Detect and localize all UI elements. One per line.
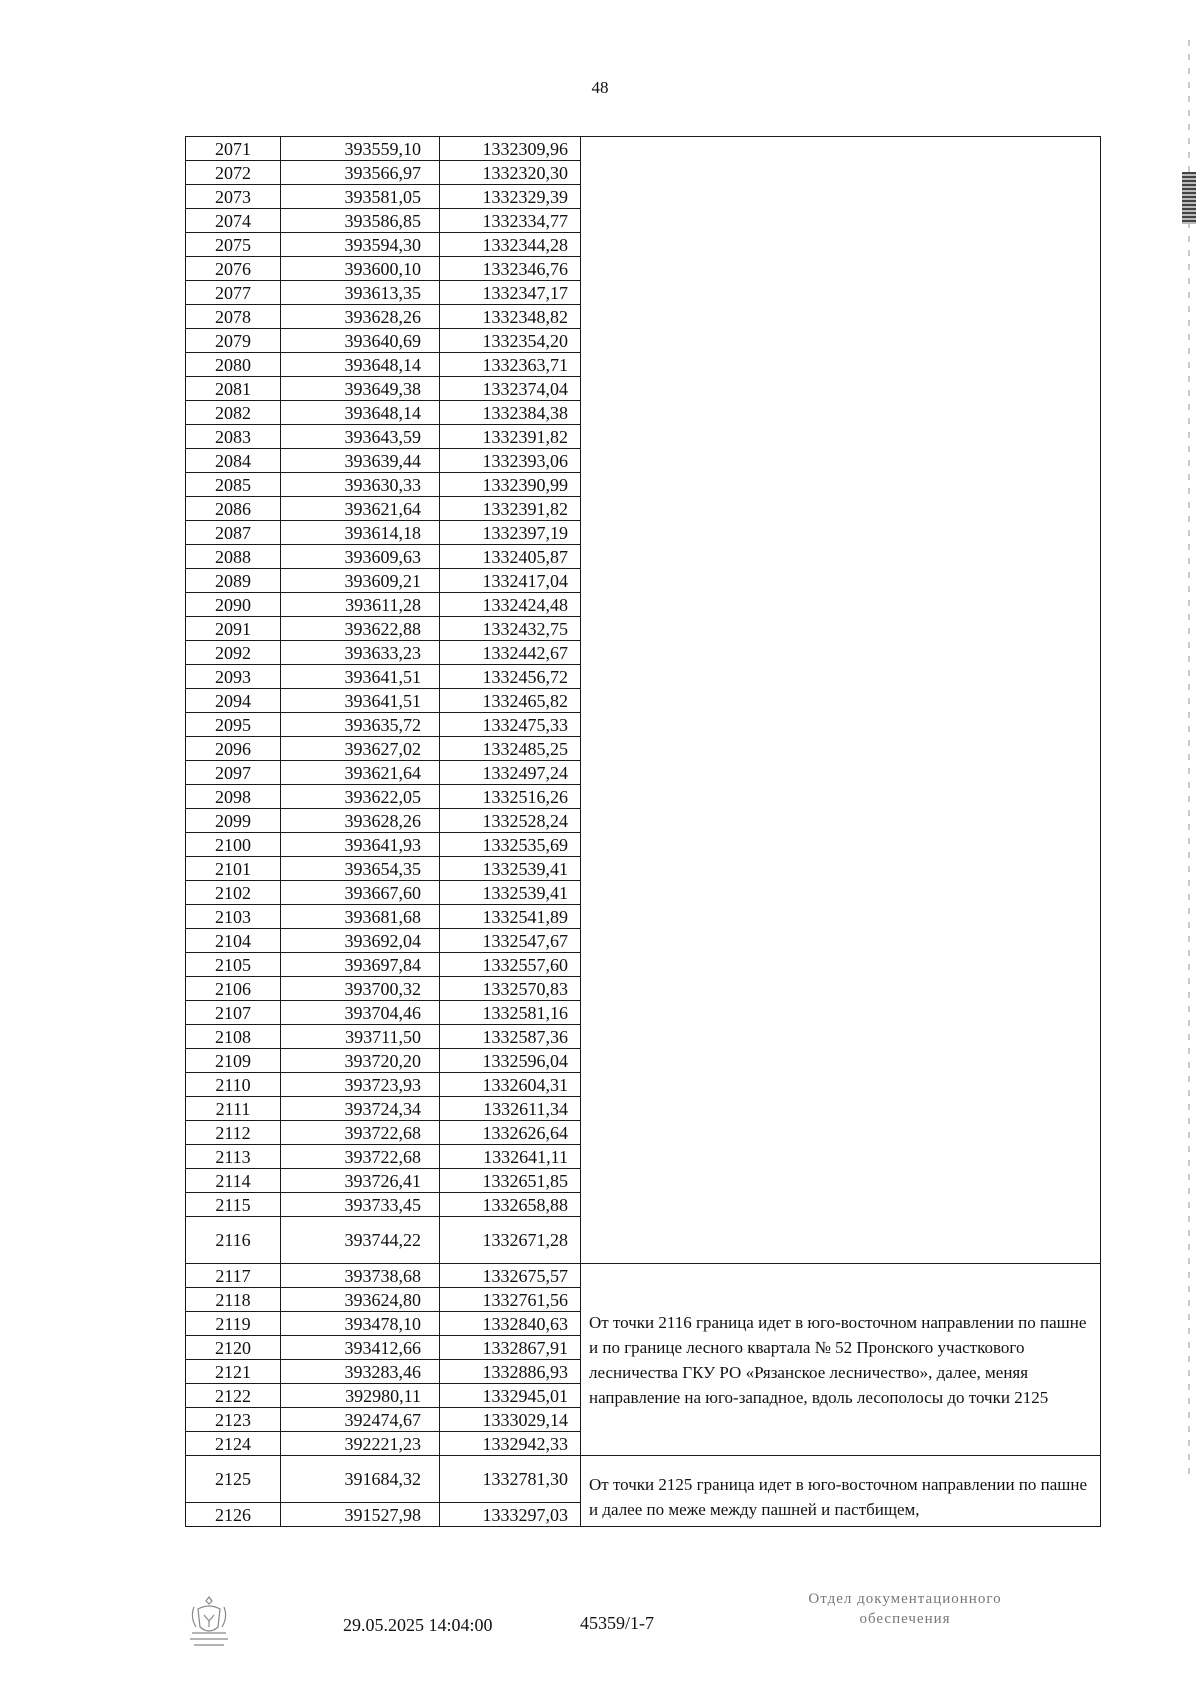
point-number-cell: 2092 <box>186 641 281 665</box>
point-number-cell: 2083 <box>186 425 281 449</box>
y-coordinate-cell: 1332344,28 <box>440 233 581 257</box>
point-number-cell: 2122 <box>186 1384 281 1408</box>
y-coordinate-cell: 1332465,82 <box>440 689 581 713</box>
y-coordinate-cell: 1332363,71 <box>440 353 581 377</box>
stamp-line-1: Отдел документационного <box>808 1591 1002 1607</box>
point-number-cell: 2099 <box>186 809 281 833</box>
point-number-cell: 2113 <box>186 1145 281 1169</box>
point-number-cell: 2114 <box>186 1169 281 1193</box>
point-number-cell: 2082 <box>186 401 281 425</box>
x-coordinate-cell: 393609,21 <box>281 569 440 593</box>
y-coordinate-cell: 1332354,20 <box>440 329 581 353</box>
point-number-cell: 2116 <box>186 1217 281 1264</box>
x-coordinate-cell: 393621,64 <box>281 761 440 785</box>
y-coordinate-cell: 1332432,75 <box>440 617 581 641</box>
x-coordinate-cell: 393692,04 <box>281 929 440 953</box>
scan-edge-artifact <box>1188 40 1190 1480</box>
x-coordinate-cell: 393621,64 <box>281 497 440 521</box>
y-coordinate-cell: 1332596,04 <box>440 1049 581 1073</box>
y-coordinate-cell: 1332611,34 <box>440 1097 581 1121</box>
point-number-cell: 2084 <box>186 449 281 473</box>
department-stamp <box>760 1589 1050 1629</box>
x-coordinate-cell: 391684,32 <box>281 1456 440 1503</box>
x-coordinate-cell: 393681,68 <box>281 905 440 929</box>
y-coordinate-cell: 1332391,82 <box>440 425 581 449</box>
y-coordinate-cell: 1332671,28 <box>440 1217 581 1264</box>
y-coordinate-cell: 1333297,03 <box>440 1503 581 1527</box>
point-number-cell: 2117 <box>186 1264 281 1288</box>
x-coordinate-cell: 393641,93 <box>281 833 440 857</box>
y-coordinate-cell: 1332424,48 <box>440 593 581 617</box>
point-number-cell: 2121 <box>186 1360 281 1384</box>
coordinates-table-wrap <box>185 136 1101 1527</box>
x-coordinate-cell: 393726,41 <box>281 1169 440 1193</box>
point-number-cell: 2097 <box>186 761 281 785</box>
point-number-cell: 2096 <box>186 737 281 761</box>
y-coordinate-cell: 1332485,25 <box>440 737 581 761</box>
point-number-cell: 2109 <box>186 1049 281 1073</box>
point-number-cell: 2105 <box>186 953 281 977</box>
point-number-cell: 2079 <box>186 329 281 353</box>
point-number-cell: 2073 <box>186 185 281 209</box>
table-row <box>186 137 1101 161</box>
y-coordinate-cell: 1332397,19 <box>440 521 581 545</box>
y-coordinate-cell: 1332475,33 <box>440 713 581 737</box>
x-coordinate-cell: 393700,32 <box>281 977 440 1001</box>
y-coordinate-cell: 1332393,06 <box>440 449 581 473</box>
description-cell-2116: От точки 2116 граница идет в юго-восточном направлении по пашне и по границе лесного квартала № 52 Пронского участкового лесничества ГКУ РО «Рязанское лесничество», далее, меняя направление на юго-западное, вдоль лесополосы до точки 2125 <box>581 1264 1101 1456</box>
footer-document-number: 45359/1-7 <box>580 1613 654 1633</box>
point-number-cell: 2124 <box>186 1432 281 1456</box>
x-coordinate-cell: 393720,20 <box>281 1049 440 1073</box>
y-coordinate-cell: 1332346,76 <box>440 257 581 281</box>
point-number-cell: 2111 <box>186 1097 281 1121</box>
x-coordinate-cell: 393744,22 <box>281 1217 440 1264</box>
point-number-cell: 2090 <box>186 593 281 617</box>
x-coordinate-cell: 393648,14 <box>281 353 440 377</box>
x-coordinate-cell: 393581,05 <box>281 185 440 209</box>
x-coordinate-cell: 393635,72 <box>281 713 440 737</box>
x-coordinate-cell: 393633,23 <box>281 641 440 665</box>
x-coordinate-cell: 393704,46 <box>281 1001 440 1025</box>
description-cell-2125: От точки 2125 граница идет в юго-восточном направлении по пашне и далее по меже между пашней и пастбищем, <box>581 1456 1101 1527</box>
x-coordinate-cell: 393738,68 <box>281 1264 440 1288</box>
table-row <box>186 1456 1101 1503</box>
x-coordinate-cell: 392474,67 <box>281 1408 440 1432</box>
point-number-cell: 2125 <box>186 1456 281 1503</box>
y-coordinate-cell: 1332535,69 <box>440 833 581 857</box>
coordinates-table <box>185 136 1101 1527</box>
y-coordinate-cell: 1333029,14 <box>440 1408 581 1432</box>
coat-of-arms-icon <box>186 1593 232 1649</box>
x-coordinate-cell: 393594,30 <box>281 233 440 257</box>
y-coordinate-cell: 1332547,67 <box>440 929 581 953</box>
x-coordinate-cell: 393723,93 <box>281 1073 440 1097</box>
y-coordinate-cell: 1332390,99 <box>440 473 581 497</box>
y-coordinate-cell: 1332604,31 <box>440 1073 581 1097</box>
y-coordinate-cell: 1332675,57 <box>440 1264 581 1288</box>
x-coordinate-cell: 393697,84 <box>281 953 440 977</box>
y-coordinate-cell: 1332516,26 <box>440 785 581 809</box>
x-coordinate-cell: 393667,60 <box>281 881 440 905</box>
y-coordinate-cell: 1332348,82 <box>440 305 581 329</box>
y-coordinate-cell: 1332309,96 <box>440 137 581 161</box>
point-number-cell: 2098 <box>186 785 281 809</box>
y-coordinate-cell: 1332581,16 <box>440 1001 581 1025</box>
point-number-cell: 2072 <box>186 161 281 185</box>
point-number-cell: 2077 <box>186 281 281 305</box>
y-coordinate-cell: 1332497,24 <box>440 761 581 785</box>
point-number-cell: 2081 <box>186 377 281 401</box>
point-number-cell: 2078 <box>186 305 281 329</box>
point-number-cell: 2119 <box>186 1312 281 1336</box>
point-number-cell: 2076 <box>186 257 281 281</box>
point-number-cell: 2110 <box>186 1073 281 1097</box>
point-number-cell: 2100 <box>186 833 281 857</box>
x-coordinate-cell: 393722,68 <box>281 1121 440 1145</box>
point-number-cell: 2095 <box>186 713 281 737</box>
table-row <box>186 1264 1101 1288</box>
y-coordinate-cell: 1332539,41 <box>440 857 581 881</box>
y-coordinate-cell: 1332528,24 <box>440 809 581 833</box>
point-number-cell: 2108 <box>186 1025 281 1049</box>
point-number-cell: 2093 <box>186 665 281 689</box>
x-coordinate-cell: 392221,23 <box>281 1432 440 1456</box>
point-number-cell: 2118 <box>186 1288 281 1312</box>
x-coordinate-cell: 393627,02 <box>281 737 440 761</box>
point-number-cell: 2088 <box>186 545 281 569</box>
point-number-cell: 2101 <box>186 857 281 881</box>
coordinates-table-body <box>186 137 1101 1527</box>
y-coordinate-cell: 1332651,85 <box>440 1169 581 1193</box>
y-coordinate-cell: 1332641,11 <box>440 1145 581 1169</box>
y-coordinate-cell: 1332391,82 <box>440 497 581 521</box>
y-coordinate-cell: 1332417,04 <box>440 569 581 593</box>
page-number: 48 <box>591 78 609 97</box>
x-coordinate-cell: 393711,50 <box>281 1025 440 1049</box>
point-number-cell: 2086 <box>186 497 281 521</box>
point-number-cell: 2071 <box>186 137 281 161</box>
y-coordinate-cell: 1332886,93 <box>440 1360 581 1384</box>
x-coordinate-cell: 393628,26 <box>281 305 440 329</box>
y-coordinate-cell: 1332334,77 <box>440 209 581 233</box>
point-number-cell: 2103 <box>186 905 281 929</box>
description-cell-empty <box>581 137 1101 1264</box>
x-coordinate-cell: 393613,35 <box>281 281 440 305</box>
y-coordinate-cell: 1332840,63 <box>440 1312 581 1336</box>
x-coordinate-cell: 393478,10 <box>281 1312 440 1336</box>
y-coordinate-cell: 1332658,88 <box>440 1193 581 1217</box>
x-coordinate-cell: 393654,35 <box>281 857 440 881</box>
x-coordinate-cell: 393614,18 <box>281 521 440 545</box>
x-coordinate-cell: 391527,98 <box>281 1503 440 1527</box>
y-coordinate-cell: 1332405,87 <box>440 545 581 569</box>
x-coordinate-cell: 393643,59 <box>281 425 440 449</box>
x-coordinate-cell: 393611,28 <box>281 593 440 617</box>
y-coordinate-cell: 1332384,38 <box>440 401 581 425</box>
point-number-cell: 2094 <box>186 689 281 713</box>
x-coordinate-cell: 392980,11 <box>281 1384 440 1408</box>
x-coordinate-cell: 393586,85 <box>281 209 440 233</box>
footer-datetime: 29.05.2025 14:04:00 <box>343 1615 493 1635</box>
point-number-cell: 2112 <box>186 1121 281 1145</box>
y-coordinate-cell: 1332541,89 <box>440 905 581 929</box>
point-number-cell: 2085 <box>186 473 281 497</box>
x-coordinate-cell: 393640,69 <box>281 329 440 353</box>
x-coordinate-cell: 393622,88 <box>281 617 440 641</box>
x-coordinate-cell: 393641,51 <box>281 665 440 689</box>
point-number-cell: 2104 <box>186 929 281 953</box>
x-coordinate-cell: 393649,38 <box>281 377 440 401</box>
point-number-cell: 2091 <box>186 617 281 641</box>
x-coordinate-cell: 393566,97 <box>281 161 440 185</box>
x-coordinate-cell: 393641,51 <box>281 689 440 713</box>
y-coordinate-cell: 1332945,01 <box>440 1384 581 1408</box>
y-coordinate-cell: 1332626,64 <box>440 1121 581 1145</box>
x-coordinate-cell: 393600,10 <box>281 257 440 281</box>
stamp-line-2: обеспечения <box>859 1611 951 1627</box>
y-coordinate-cell: 1332761,56 <box>440 1288 581 1312</box>
point-number-cell: 2087 <box>186 521 281 545</box>
y-coordinate-cell: 1332329,39 <box>440 185 581 209</box>
y-coordinate-cell: 1332942,33 <box>440 1432 581 1456</box>
x-coordinate-cell: 393639,44 <box>281 449 440 473</box>
x-coordinate-cell: 393724,34 <box>281 1097 440 1121</box>
scan-barcode-mark <box>1182 172 1196 224</box>
y-coordinate-cell: 1332374,04 <box>440 377 581 401</box>
x-coordinate-cell: 393733,45 <box>281 1193 440 1217</box>
y-coordinate-cell: 1332320,30 <box>440 161 581 185</box>
x-coordinate-cell: 393609,63 <box>281 545 440 569</box>
x-coordinate-cell: 393624,80 <box>281 1288 440 1312</box>
y-coordinate-cell: 1332587,36 <box>440 1025 581 1049</box>
y-coordinate-cell: 1332570,83 <box>440 977 581 1001</box>
y-coordinate-cell: 1332347,17 <box>440 281 581 305</box>
y-coordinate-cell: 1332557,60 <box>440 953 581 977</box>
point-number-cell: 2123 <box>186 1408 281 1432</box>
y-coordinate-cell: 1332781,30 <box>440 1456 581 1503</box>
x-coordinate-cell: 393628,26 <box>281 809 440 833</box>
y-coordinate-cell: 1332867,91 <box>440 1336 581 1360</box>
x-coordinate-cell: 393559,10 <box>281 137 440 161</box>
y-coordinate-cell: 1332442,67 <box>440 641 581 665</box>
x-coordinate-cell: 393630,33 <box>281 473 440 497</box>
point-number-cell: 2102 <box>186 881 281 905</box>
page-footer <box>0 1591 1200 1665</box>
point-number-cell: 2089 <box>186 569 281 593</box>
y-coordinate-cell: 1332539,41 <box>440 881 581 905</box>
x-coordinate-cell: 393722,68 <box>281 1145 440 1169</box>
point-number-cell: 2106 <box>186 977 281 1001</box>
point-number-cell: 2115 <box>186 1193 281 1217</box>
x-coordinate-cell: 393622,05 <box>281 785 440 809</box>
x-coordinate-cell: 393412,66 <box>281 1336 440 1360</box>
point-number-cell: 2075 <box>186 233 281 257</box>
point-number-cell: 2120 <box>186 1336 281 1360</box>
point-number-cell: 2126 <box>186 1503 281 1527</box>
x-coordinate-cell: 393648,14 <box>281 401 440 425</box>
point-number-cell: 2107 <box>186 1001 281 1025</box>
point-number-cell: 2074 <box>186 209 281 233</box>
y-coordinate-cell: 1332456,72 <box>440 665 581 689</box>
point-number-cell: 2080 <box>186 353 281 377</box>
x-coordinate-cell: 393283,46 <box>281 1360 440 1384</box>
